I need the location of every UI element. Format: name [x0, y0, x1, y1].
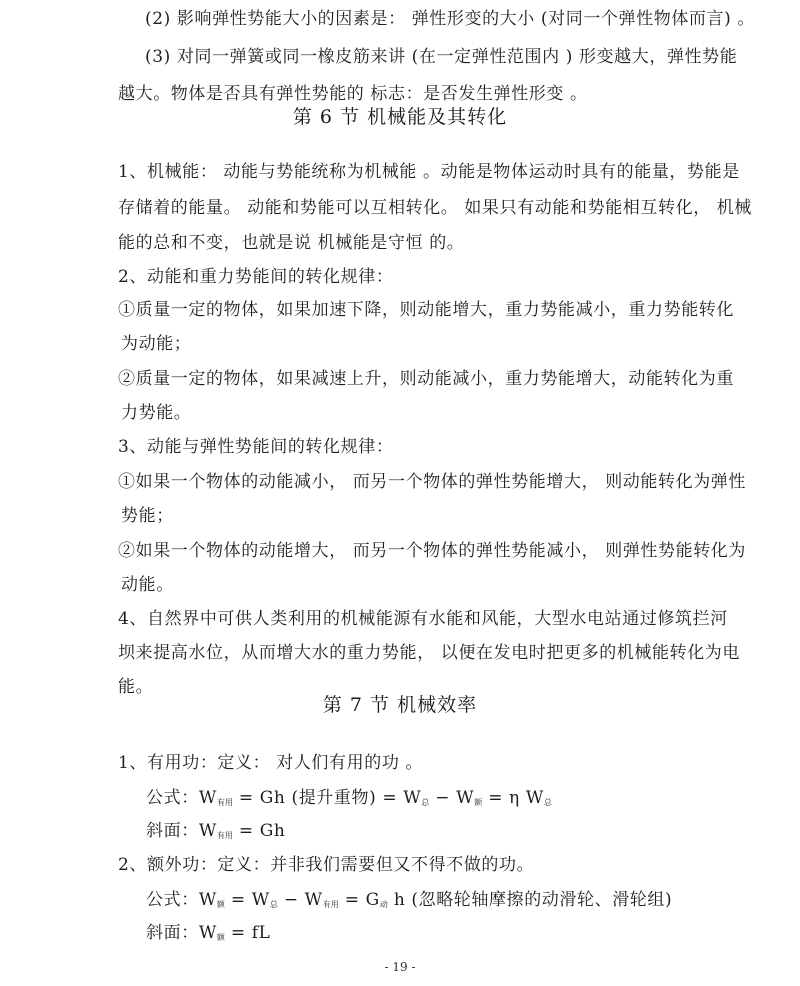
s6-line-6: 为动能；	[121, 334, 192, 354]
line-elastic-deformation: (3) 对同一弹簧或同一橡皮筋来讲 (在一定弹性范围内 ) 形变越大，弹性势能	[145, 47, 738, 67]
incline-label: 斜面：	[146, 821, 199, 841]
incline-label: 斜面：	[146, 923, 199, 943]
s6-line-5: ①质量一定的物体，如果加速下降，则动能增大，重力势能减小，重力势能转化	[118, 300, 734, 320]
formula-text: = Gh (提升重物) = W	[232, 788, 422, 808]
extra-work-incline	[146, 923, 271, 948]
formula-text: = fL	[224, 923, 271, 943]
s6-line-16: 能。	[118, 677, 154, 697]
s6-line-9: 3、动能与弹性势能间的转化规律：	[118, 437, 394, 457]
s6-line-1: 1、机械能： 动能与势能统称为机械能 。动能是物体运动时具有的能量，势能是	[118, 162, 740, 182]
formula-subscript: 额	[474, 798, 483, 807]
formula-text: = G	[338, 890, 380, 910]
section-6-title: 第 6 节 机械能及其转化	[292, 106, 508, 128]
useful-work-formula	[146, 788, 552, 813]
formula-text: h (忽略轮轴摩擦的动滑轮、滑轮组)	[387, 890, 673, 910]
formula-text: − W	[277, 890, 323, 910]
section-7-title: 第 7 节 机械效率	[322, 694, 478, 716]
formula-symbol: W	[198, 788, 217, 808]
s6-line-4: 2、动能和重力势能间的转化规律：	[118, 267, 394, 287]
useful-work-incline	[146, 821, 285, 846]
s6-line-11: 势能；	[121, 506, 174, 526]
formula-subscript: 总	[421, 798, 430, 807]
formula-symbol: W	[198, 923, 217, 943]
formula-label: 公式：	[146, 890, 199, 910]
line-elastic-sign: 越大。物体是否具有弹性势能的 标志：是否发生弹性形变 。	[118, 84, 588, 104]
s6-line-7: ②质量一定的物体，如果减速上升，则动能减小，重力势能增大，动能转化为重	[118, 369, 734, 389]
formula-text: = η W	[482, 788, 544, 808]
extra-work-definition: 2、额外功：定义：并非我们需要但又不得不做的功。	[118, 855, 535, 875]
formula-text: = W	[224, 890, 270, 910]
formula-symbol: W	[198, 890, 217, 910]
s6-line-15: 坝来提高水位，从而增大水的重力势能， 以便在发电时把更多的机械能转化为电	[118, 643, 741, 663]
s6-line-14: 4、自然界中可供人类利用的机械能源有水能和风能，大型水电站通过修筑拦河	[118, 609, 728, 629]
formula-subscript: 有用	[322, 900, 339, 909]
formula-text: = Gh	[232, 821, 286, 841]
useful-work-definition: 1、有用功：定义： 对人们有用的功 。	[118, 753, 424, 773]
formula-subscript: 总	[269, 900, 278, 909]
s6-line-12: ②如果一个物体的动能增大， 而另一个物体的弹性势能减小， 则弹性势能转化为	[118, 541, 747, 561]
s6-line-8: 力势能。	[121, 403, 192, 423]
line-elastic-factors: (2) 影响弹性势能大小的因素是： 弹性形变的大小 (对同一个弹性物体而言) 。	[145, 9, 755, 29]
formula-text: − W	[429, 788, 475, 808]
extra-work-formula	[146, 890, 672, 915]
formula-subscript: 有用	[216, 831, 233, 840]
formula-subscript: 额	[216, 900, 225, 909]
s6-line-13: 动能。	[121, 575, 174, 595]
s6-line-10: ①如果一个物体的动能减小， 而另一个物体的弹性势能增大， 则动能转化为弹性	[118, 472, 747, 492]
formula-subscript: 有用	[216, 798, 233, 807]
formula-subscript: 总	[543, 798, 552, 807]
formula-subscript: 额	[216, 933, 225, 942]
s6-line-3: 能的总和不变，也就是说 机械能是守恒 的。	[118, 233, 465, 253]
page-number: - 19 -	[384, 960, 416, 974]
formula-label: 公式：	[146, 788, 199, 808]
formula-symbol: W	[198, 821, 217, 841]
s6-line-2: 存储着的能量。 动能和势能可以互相转化。 如果只有动能和势能相互转化， 机械	[118, 198, 753, 218]
formula-subscript: 动	[379, 900, 388, 909]
